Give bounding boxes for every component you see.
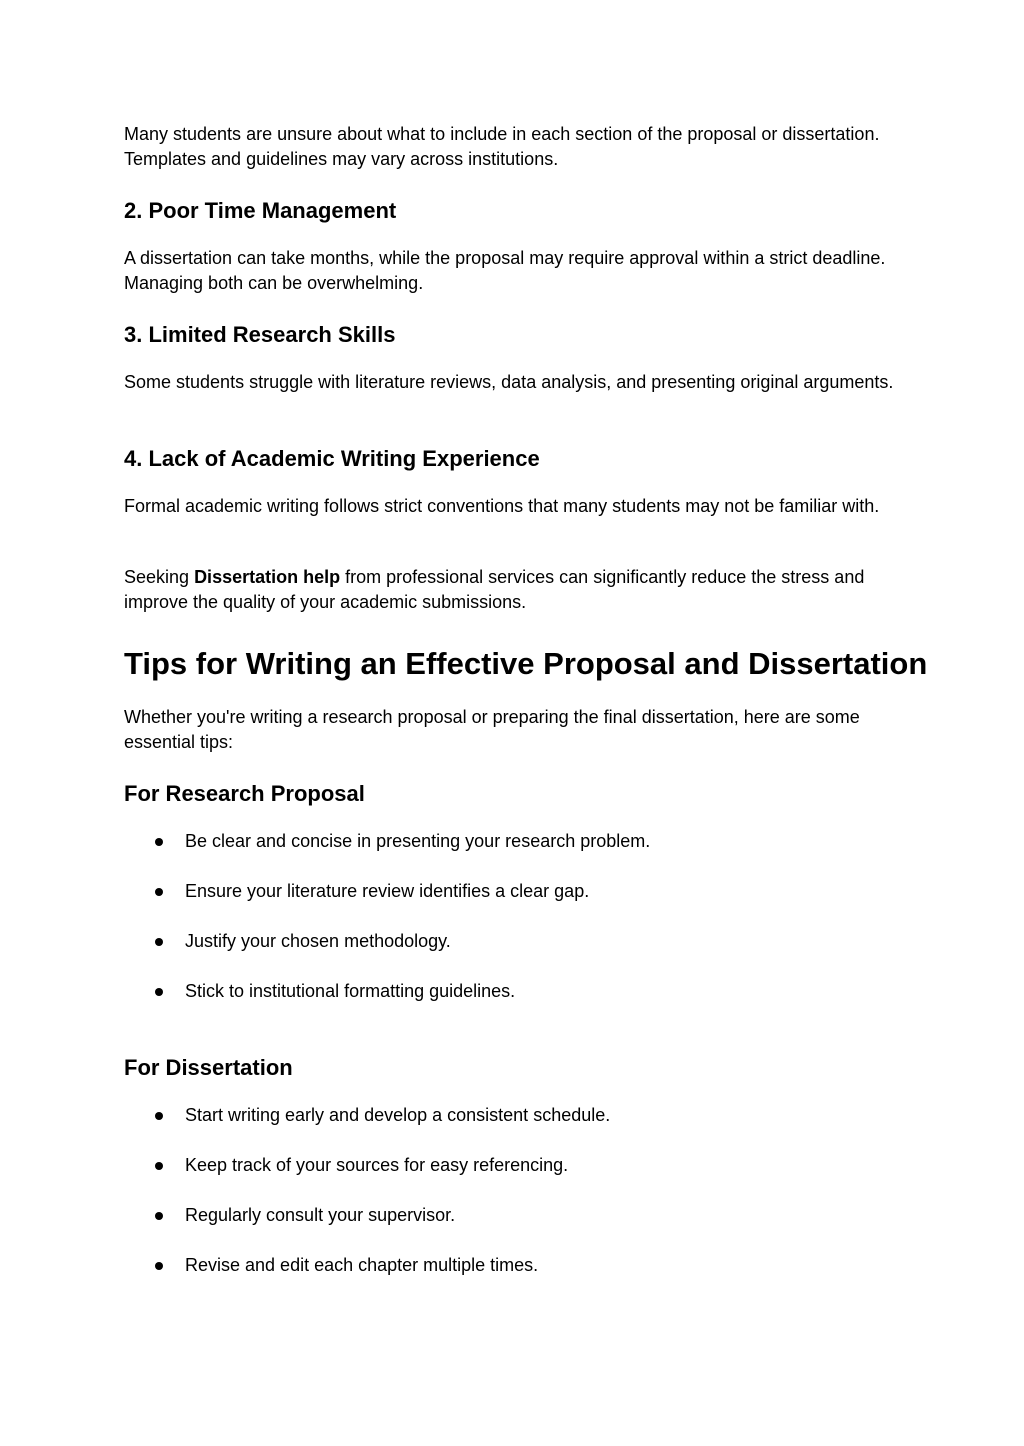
dissertation-tips-list <box>124 1103 904 1303</box>
help-text-before: Seeking <box>124 567 195 587</box>
challenge-text-writing-experience: Formal academic writing follows strict conventions that many students may not be familiar with. <box>124 496 880 516</box>
list-item <box>124 829 904 879</box>
document-page <box>124 0 928 1446</box>
list-item <box>124 879 904 929</box>
list-item <box>124 1253 904 1303</box>
bullet-icon <box>155 1112 163 1120</box>
list-item-text: Regularly consult your supervisor. <box>185 1205 456 1225</box>
challenge-text-research-skills: Some students struggle with literature reviews, data analysis, and presenting original arguments. <box>124 372 894 392</box>
list-item-text: Justify your chosen methodology. <box>185 931 451 951</box>
proposal-tips-heading: For Research Proposal <box>124 781 365 806</box>
list-item <box>124 979 904 1029</box>
intro-paragraph: Many students are unsure about what to include in each section of the proposal or dissertation. Templates and guidelines may vary across institutions. <box>124 124 880 169</box>
help-text-after: from professional services can significantly reduce the stress and improve the quality of your academic submissions. <box>124 567 865 612</box>
list-item-text: Be clear and concise in presenting your research problem. <box>185 831 651 851</box>
bullet-icon <box>155 838 163 846</box>
bullet-icon <box>155 938 163 946</box>
proposal-tips-list <box>124 829 904 1029</box>
list-item-text: Keep track of your sources for easy referencing. <box>185 1155 569 1175</box>
list-item <box>124 1203 904 1253</box>
bullet-icon <box>155 888 163 896</box>
help-paragraph <box>124 565 904 615</box>
list-item-text: Stick to institutional formatting guidelines. <box>185 981 516 1001</box>
bullet-icon <box>155 1262 163 1270</box>
list-item <box>124 1153 904 1203</box>
challenge-text-time-management: A dissertation can take months, while the proposal may require approval within a strict deadline. Managing both can be overwhelming. <box>124 248 886 293</box>
bullet-icon <box>155 1212 163 1220</box>
help-text-bold: Dissertation help <box>194 567 341 587</box>
list-item <box>124 929 904 979</box>
list-item-text: Ensure your literature review identifies a clear gap. <box>185 881 590 901</box>
challenge-heading-writing-experience: 4. Lack of Academic Writing Experience <box>124 446 540 471</box>
list-item <box>124 1103 904 1153</box>
list-item-text: Revise and edit each chapter multiple times. <box>185 1255 539 1275</box>
dissertation-tips-heading: For Dissertation <box>124 1055 293 1080</box>
tips-intro-paragraph: Whether you're writing a research proposal or preparing the final dissertation, here are some essential tips: <box>124 707 860 752</box>
bullet-icon <box>155 988 163 996</box>
challenge-heading-research-skills: 3. Limited Research Skills <box>124 322 396 347</box>
list-item-text: Start writing early and develop a consistent schedule. <box>185 1105 611 1125</box>
bullet-icon <box>155 1162 163 1170</box>
challenge-heading-time-management: 2. Poor Time Management <box>124 198 397 223</box>
tips-section-heading: Tips for Writing an Effective Proposal and Dissertation <box>124 646 928 681</box>
